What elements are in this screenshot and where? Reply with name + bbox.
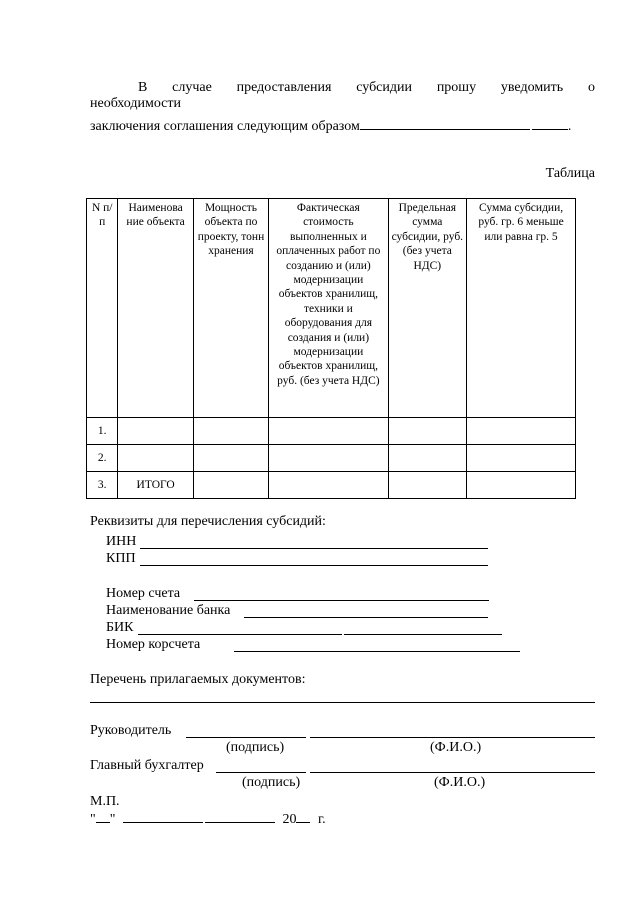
table-cell[interactable] (388, 472, 467, 499)
account-field-line[interactable] (194, 600, 489, 601)
table-cell[interactable] (269, 472, 388, 499)
table-row (87, 418, 576, 445)
header-cell: Предельная сумма субсидии, руб. (без учета НДС) (388, 199, 467, 418)
table-cell[interactable] (388, 445, 467, 472)
chief-accountant-signature-line[interactable] (216, 772, 306, 773)
head-name-line[interactable] (310, 737, 595, 738)
bik-label: БИК (106, 620, 134, 635)
quote: " (109, 812, 116, 827)
signature-caption: (подпись) (242, 775, 301, 790)
documents-title: Перечень прилагаемых документов: (90, 672, 306, 687)
bik-field-line[interactable] (138, 634, 342, 635)
table-cell: 1. (87, 418, 118, 445)
month-field[interactable] (123, 811, 203, 823)
kpp-field-line[interactable] (140, 565, 488, 566)
table-cell[interactable] (118, 418, 193, 445)
table-cell[interactable] (467, 445, 576, 472)
day-field[interactable] (96, 811, 110, 823)
year-suffix: г. (317, 812, 326, 827)
year-prefix: 20 (282, 812, 297, 827)
stamp-label: М.П. (90, 794, 120, 809)
table-cell[interactable] (388, 418, 467, 445)
intro-paragraph (90, 80, 595, 135)
month-field[interactable] (205, 811, 275, 823)
table-cell: 2. (87, 445, 118, 472)
word: субсидии (356, 80, 412, 95)
chief-accountant-name-line[interactable] (310, 772, 595, 773)
word: предоставления (236, 80, 332, 95)
table-cell[interactable] (467, 418, 576, 445)
intro-line-2: необходимости (90, 96, 182, 111)
inn-label: ИНН (106, 534, 137, 549)
header-cell: Сумма субсидии, руб. гр. 6 меньше или равна гр. 5 (467, 199, 576, 418)
documents-field-line[interactable] (90, 702, 595, 703)
quote: " (90, 812, 96, 827)
word: прошу (436, 80, 477, 95)
chief-accountant-label: Главный бухгалтер (90, 758, 204, 773)
account-label: Номер счета (106, 586, 181, 601)
table-cell[interactable] (467, 472, 576, 499)
table-row (87, 472, 576, 499)
header-cell: N п/п (87, 199, 118, 418)
fill-line (360, 118, 530, 130)
corr-account-label: Номер корсчета (106, 637, 201, 652)
signature-caption: (подпись) (226, 740, 285, 755)
bank-field-line[interactable] (244, 617, 488, 618)
table-cell[interactable] (193, 472, 268, 499)
kpp-label: КПП (106, 551, 136, 566)
table-cell[interactable] (269, 445, 388, 472)
word: случае (172, 80, 212, 95)
corr-account-field-line[interactable] (234, 651, 520, 652)
table-cell[interactable] (118, 445, 193, 472)
table-cell[interactable] (193, 418, 268, 445)
table-header-row (87, 199, 576, 418)
table-cell[interactable] (269, 418, 388, 445)
fill-line (532, 118, 568, 130)
head-label: Руководитель (90, 723, 172, 738)
date-line (90, 811, 326, 828)
header-cell: Наименова ние объекта (118, 199, 193, 418)
header-cell: Фактическая стоимость выполненных и оплаченных работ по созданию и (или) модернизации объектов хранилищ, техники и оборудования для создания и (или) модернизации объектов хранилищ, руб. (без учета НДС) (269, 199, 388, 418)
subsidy-table (86, 198, 576, 499)
table-cell: 3. (87, 472, 118, 499)
name-caption: (Ф.И.О.) (430, 740, 482, 755)
inn-field-line[interactable] (140, 548, 488, 549)
word: уведомить (500, 80, 564, 95)
table-row (87, 445, 576, 472)
word: В (138, 80, 148, 95)
head-signature-line[interactable] (186, 737, 306, 738)
bank-label: Наименование банка (106, 603, 231, 618)
intro-line-1 (90, 80, 595, 96)
table-cell[interactable] (193, 445, 268, 472)
header-cell: Мощность объекта по проекту, тонн хранения (193, 199, 268, 418)
intro-text: заключения соглашения следующим образом (90, 119, 360, 134)
table-cell: ИТОГО (118, 472, 193, 499)
bik-field-line[interactable] (344, 634, 502, 635)
requisites-title: Реквизиты для перечисления субсидий: (90, 514, 326, 529)
word: о (588, 80, 595, 95)
intro-line-3: заключения соглашения следующим образом . (90, 119, 572, 134)
name-caption: (Ф.И.О.) (434, 775, 486, 790)
table-label: Таблица (545, 166, 595, 181)
year-field[interactable] (296, 811, 310, 823)
